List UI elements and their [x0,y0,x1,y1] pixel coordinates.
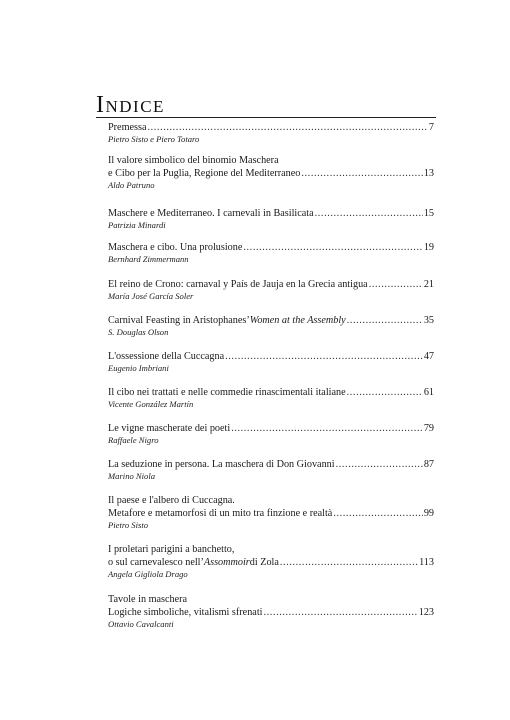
toc-author: Vicente González Martín [108,399,194,409]
toc-page-number: 7 [428,122,434,133]
toc-entry [108,121,434,145]
toc-title-text: Il paese e l'albero di Cuccagna. [108,495,235,506]
toc-author: Ottavio Cavalcanti [108,619,174,629]
toc-title-line [108,314,434,327]
toc-title-text: Il cibo nei trattati e nelle commedie rinascimentali italiane [108,387,346,398]
toc-title-italic: Assommoir [203,557,250,568]
toc-entry [108,458,434,482]
toc-entry [108,593,434,630]
toc-title-line [108,121,434,134]
toc-title-text: Metafore e metamorfosi di un mito tra finzione e realtà [108,508,333,519]
toc-page-number: 47 [423,351,434,362]
toc-entry [108,314,434,338]
dot-leader [369,278,423,291]
dot-leader [347,314,423,327]
toc-author: Eugenio Imbriani [108,363,169,373]
toc-title-line [108,207,434,220]
toc-title-text: Logiche simboliche, vitalismi sfrenati [108,607,263,618]
toc-title-line [108,167,434,180]
title-rule [96,117,436,118]
toc-title-line [108,422,434,435]
toc-title-italic: Women at the Assembly [249,315,346,326]
toc-author: Pietro Sisto e Piero Totaro [108,134,200,144]
dot-leader [315,207,423,220]
dot-leader [243,241,422,254]
toc-title-line [108,154,434,167]
toc-title-line [108,593,434,606]
toc-author: Aldo Patruno [108,180,155,190]
dot-leader [336,458,423,471]
toc-title-text: Tavole in maschera [108,594,188,605]
toc-page-number: 61 [423,387,434,398]
dot-leader [147,121,427,134]
toc-title-text: Il valore simbolico del binomio Maschera [108,155,279,166]
toc-author: Patrizia Minardi [108,220,166,230]
toc-title-text: o sul carnevalesco nell’ [108,557,204,568]
toc-title-line [108,543,434,556]
toc-title-line [108,350,434,363]
dot-leader [225,350,423,363]
toc-page-number: 19 [423,242,434,253]
toc-title-text: Carnival Feasting in Aristophanes’ [108,315,250,326]
toc-page-number: 113 [419,557,434,568]
toc-author: Bernhard Zimmermann [108,254,189,264]
toc-author: Pietro Sisto [108,520,149,530]
dot-leader [301,167,422,180]
toc-page-number: 15 [423,208,434,219]
toc-entry [108,350,434,374]
toc-title-text: Premessa [108,122,147,133]
toc-author: Raffaele Nigro [108,435,159,445]
dot-leader [280,556,418,569]
toc-title-text: El reino de Crono: carnaval y País de Jauja en la Grecia antigua [108,279,368,290]
toc-author: Marino Niola [108,471,156,481]
toc-title-text: Maschera e cibo. Una prolusione [108,242,243,253]
toc-title-text: La seduzione in persona. La maschera di Don Giovanni [108,459,335,470]
toc-title-line [108,278,434,291]
toc-title-text: Le vigne mascherate dei poeti [108,423,231,434]
toc-title-text: I proletari parigini a banchetto, [108,544,235,555]
toc-author: María José García Soler [108,291,194,301]
toc-author: Angela Gigliola Drago [108,569,188,579]
toc-page-number: 35 [423,315,434,326]
toc-title-line [108,606,434,619]
toc-page-number: 21 [423,279,434,290]
page-title: Indice [96,92,165,118]
toc-page-number: 13 [423,168,434,179]
toc-title-text: di Zola [249,557,279,568]
toc-title-line [108,494,434,507]
toc-entry [108,241,434,265]
toc-page-number: 79 [423,423,434,434]
toc-title-text: L'ossessione della Cuccagna [108,351,225,362]
toc-entry [108,207,434,231]
toc-entry [108,422,434,446]
dot-leader [263,606,417,619]
toc-author: S. Douglas Olson [108,327,169,337]
toc-title-text: Maschere e Mediterraneo. I carnevali in Basilicata [108,208,314,219]
toc-entry [108,386,434,410]
dot-leader [347,386,423,399]
toc-title-line [108,386,434,399]
toc-entry [108,278,434,302]
toc-page-number: 87 [423,459,434,470]
toc-title-line [108,241,434,254]
toc-entry [108,543,434,580]
toc-entry [108,154,434,191]
toc-title-line [108,507,434,520]
dot-leader [333,507,422,520]
toc-entry [108,494,434,531]
dot-leader [231,422,423,435]
toc-page-number: 99 [423,508,434,519]
toc-title-line [108,458,434,471]
toc-page-number: 123 [418,607,434,618]
toc-title-text: e Cibo per la Puglia, Regione del Mediterraneo [108,168,301,179]
toc-title-line [108,556,434,569]
